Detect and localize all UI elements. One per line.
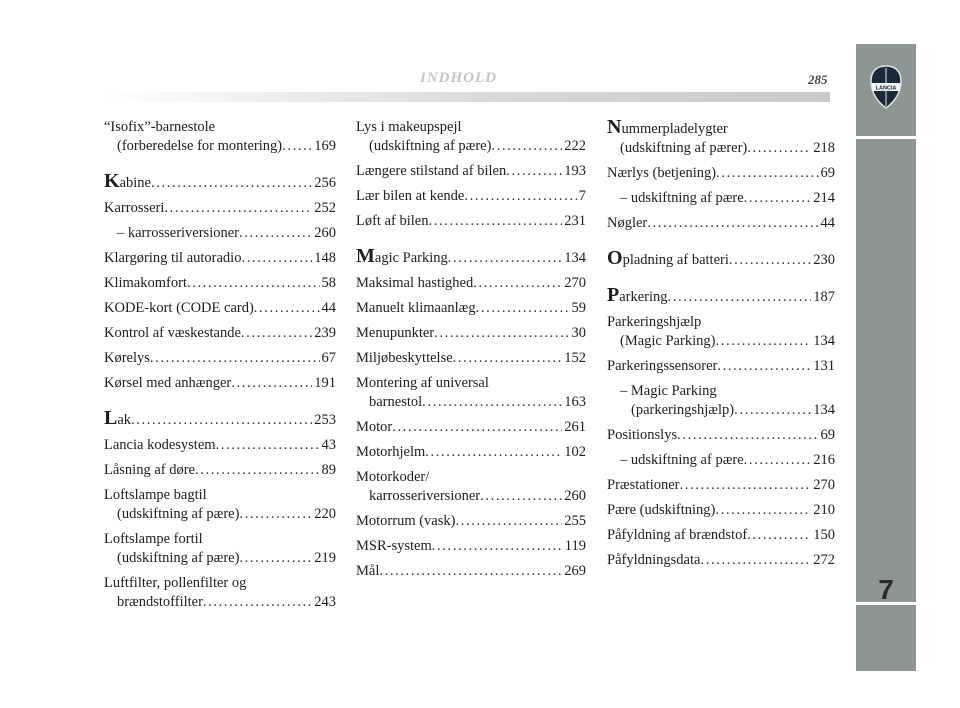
index-entry-page: 260 [564,488,586,504]
index-entry-label: Parkering [607,284,668,306]
index-entry-label: Lancia kodesystem [104,437,216,453]
index-entry-page: 270 [564,275,586,291]
index-entry-page: 216 [813,452,835,468]
leader-dots [239,224,312,243]
index-entry-page: 67 [321,350,336,366]
index-entry-label: Motorrum (vask) [356,513,456,529]
index-entry-page: 134 [564,250,586,266]
leader-dots [647,214,818,233]
index-entry-page: 260 [314,225,336,241]
index-entry-page: 134 [813,333,835,349]
index-entry [356,512,586,531]
index-entry [607,214,835,233]
index-entry-label: Miljøbeskyttelse [356,350,453,366]
index-entry-page: 134 [813,402,835,418]
index-entry [607,426,835,445]
leader-dots [425,443,562,462]
index-entry-lead: Montering af universal [356,375,489,391]
leader-dots [476,299,570,318]
index-entry-page: 169 [314,138,336,154]
index-entry-label: Mål [356,563,380,579]
index-column-3 [607,118,835,576]
index-entry-page: 243 [314,594,336,610]
index-entry [356,247,586,268]
index-entry [104,118,336,156]
index-entry [356,537,586,556]
index-entry [104,486,336,524]
leader-dots [241,324,312,343]
leader-dots [150,349,320,368]
leader-dots [282,137,312,156]
index-entry-label: – udskiftning af pære [620,190,744,206]
leader-dots [668,288,812,307]
index-entry-page: 210 [813,502,835,518]
index-entry [607,164,835,183]
leader-dots [464,187,576,206]
index-entry [607,189,835,208]
index-entry-page: 239 [314,325,336,341]
bottom-tab [856,605,916,671]
index-entry-label: Pære (udskiftning) [607,502,716,518]
leader-dots [717,357,811,376]
index-entry [356,349,586,368]
index-entry [356,162,586,181]
index-entry-label: Kørsel med anhænger [104,375,232,391]
index-entry-page: 58 [321,275,336,291]
index-entry-page: 30 [571,325,586,341]
index-entry-page: 69 [820,427,835,443]
leader-dots [434,324,569,343]
index-entry-label: Kabine [104,170,151,192]
index-entry-label: (udskiftning af pære) [369,138,492,154]
index-entry-label: Maksimal hastighed [356,275,474,291]
index-entry-lead: “Isofix”-barnestole [104,119,216,135]
index-entry-label: Kørelys [104,350,150,366]
index-entry-label: Klimakomfort [104,275,187,291]
index-entry-page: 193 [564,163,586,179]
index-column-2 [356,118,586,587]
index-entry-label: Lær bilen at kende [356,188,465,204]
page-number: 285 [808,72,828,87]
index-entry [356,562,586,581]
leader-dots [254,299,320,318]
logo-text: LANCIA [875,85,897,92]
index-entry-page: 131 [813,358,835,374]
chapter-tab-panel [856,44,916,690]
index-entry-lead: Nummerpladelygter [607,116,728,138]
index-entry-page: 59 [571,300,586,316]
index-entry-label: Præstationer [607,477,680,493]
index-entry-page: 272 [813,552,835,568]
index-entry [607,286,835,307]
index-entry-label: Lak [104,407,132,429]
index-entry-label: Manuelt klimaanlæg [356,300,476,316]
index-entry-label: Motorhjelm [356,444,426,460]
index-entry-page: 150 [813,527,835,543]
index-entry [356,187,586,206]
index-entry [104,274,336,293]
index-entry [607,313,835,351]
index-entry-page: 255 [564,513,586,529]
leader-dots [715,501,811,520]
leader-dots [680,476,812,495]
index-entry [607,526,835,545]
spacer-tab [856,139,916,602]
index-entry-page: 163 [564,394,586,410]
index-entry-page: 219 [314,550,336,566]
leader-dots [700,551,811,570]
page-title: INDHOLD [420,70,497,86]
index-entry-label: Positionslys [607,427,678,443]
index-entry [104,374,336,393]
index-entry [607,249,835,270]
index-entry-label: Nøgler [607,215,648,231]
header-rule [100,92,830,102]
index-entry [104,224,336,243]
leader-dots [747,139,811,158]
index-entry [607,501,835,520]
index-entry-lead: Loftslampe fortil [104,531,203,547]
index-entry [607,382,835,420]
index-entry [607,476,835,495]
index-entry-page: 102 [564,444,586,460]
index-entry-label: KODE-kort (CODE card) [104,300,254,316]
index-entry-label: – udskiftning af pære [620,452,744,468]
index-entry-label: Parkeringssensorer [607,358,718,374]
index-entry [104,324,336,343]
index-entry-page: 119 [564,538,586,554]
index-entry-label: (udskiftning af pærer) [620,140,748,156]
index-entry-page: 252 [314,200,336,216]
index-entry [607,451,835,470]
leader-dots [506,162,562,181]
leader-dots [744,451,812,470]
index-entry [356,468,586,506]
index-entry-label: brændstoffilter [117,594,203,610]
index-entry-page: 269 [564,563,586,579]
index-entry [104,349,336,368]
leader-dots [448,249,562,268]
leader-dots [480,487,562,506]
index-entry-lead: Lys i makeupspejl [356,119,462,135]
index-entry-page: 261 [564,419,586,435]
index-entry-label: karrosseriversioner [369,488,481,504]
index-entry [104,530,336,568]
index-entry-label: Påfyldning af brændstof [607,527,748,543]
leader-dots [455,512,562,531]
index-column-1 [104,118,336,618]
index-entry-lead: – Magic Parking [620,383,717,399]
index-entry [104,172,336,193]
index-entry-label: (Magic Parking) [620,333,716,349]
index-entry-label: Kontrol af væskestande [104,325,241,341]
index-entry [607,551,835,570]
chapter-number: 7 [878,574,894,605]
index-entry-page: 44 [321,300,336,316]
index-entry [104,436,336,455]
leader-dots [729,251,811,270]
leader-dots [203,593,312,612]
leader-dots [392,418,562,437]
index-entry-label: (forberedelse for montering) [117,138,283,154]
index-entry-page: 220 [314,506,336,522]
index-entry-label: Nærlys (betjening) [607,165,717,181]
index-entry-page: 69 [820,165,835,181]
index-entry-label: Løft af bilen [356,213,429,229]
index-entry [104,249,336,268]
leader-dots [239,549,312,568]
leader-dots [744,189,812,208]
leader-dots [422,393,562,412]
index-entry-label: Opladning af batteri [607,247,729,269]
index-entry [356,418,586,437]
leader-dots [432,537,563,556]
leader-dots [231,374,312,393]
index-entry [356,118,586,156]
index-entry-label: (parkeringshjælp) [631,402,735,418]
leader-dots [195,461,320,480]
index-entry-label: – karrosseriversioner [117,225,239,241]
index-entry-page: 218 [813,140,835,156]
index-entry-page: 44 [820,215,835,231]
leader-dots [379,562,562,581]
index-entry-page: 152 [564,350,586,366]
leader-dots [747,526,811,545]
index-entry-page: 253 [314,412,336,428]
index-entry-label: Låsning af døre [104,462,195,478]
leader-dots [716,164,818,183]
index-entry-lead: Loftslampe bagtil [104,487,207,503]
leader-dots [151,174,312,193]
index-entry [104,574,336,612]
index-entry-label: (udskiftning af pære) [117,550,240,566]
index-entry-page: 148 [314,250,336,266]
index-entry-page: 256 [314,175,336,191]
index-entry-label: Motor [356,419,393,435]
index-entry-label: Længere stilstand af bilen [356,163,507,179]
leader-dots [187,274,320,293]
index-entry [356,274,586,293]
index-entry-page: 43 [321,437,336,453]
index-entry-label: (udskiftning af pære) [117,506,240,522]
index-entry [356,299,586,318]
leader-dots [131,411,312,430]
index-entry-page: 231 [564,213,586,229]
leader-dots [677,426,818,445]
leader-dots [715,332,811,351]
index-entry [607,118,835,158]
index-entry-page: 7 [578,188,586,204]
index-entry-page: 187 [813,289,835,305]
index-entry-lead: Luftfilter, pollenfilter og [104,575,247,591]
index-entry-label: Påfyldningsdata [607,552,701,568]
leader-dots [491,137,562,156]
leader-dots [241,249,312,268]
index-entry-page: 270 [813,477,835,493]
index-entry [356,324,586,343]
leader-dots [164,199,312,218]
index-entry [104,461,336,480]
index-entry [356,212,586,231]
leader-dots [428,212,562,231]
index-entry-page: 222 [564,138,586,154]
leader-dots [473,274,562,293]
leader-dots [216,436,320,455]
leader-dots [734,401,811,420]
index-entry-label: Karrosseri [104,200,165,216]
index-entry [356,374,586,412]
index-entry-label: Klargøring til autoradio [104,250,242,266]
index-entry-page: 230 [813,252,835,268]
leader-dots [453,349,563,368]
index-entry-page: 214 [813,190,835,206]
index-entry-lead: Motorkoder/ [356,469,430,485]
index-entry [607,357,835,376]
index-entry-label: barnestol [369,394,423,410]
lancia-logo-icon [868,64,904,110]
index-entry-page: 191 [314,375,336,391]
index-entry [104,409,336,430]
index-entry-label: MSR-system [356,538,432,554]
leader-dots [239,505,312,524]
index-entry-label: Magic Parking [356,245,448,267]
index-entry [104,299,336,318]
index-entry-page: 89 [321,462,336,478]
index-entry [104,199,336,218]
logo-tab [856,44,916,136]
index-entry-label: Menupunkter [356,325,435,341]
index-entry [356,443,586,462]
index-entry-lead: Parkeringshjælp [607,314,702,330]
